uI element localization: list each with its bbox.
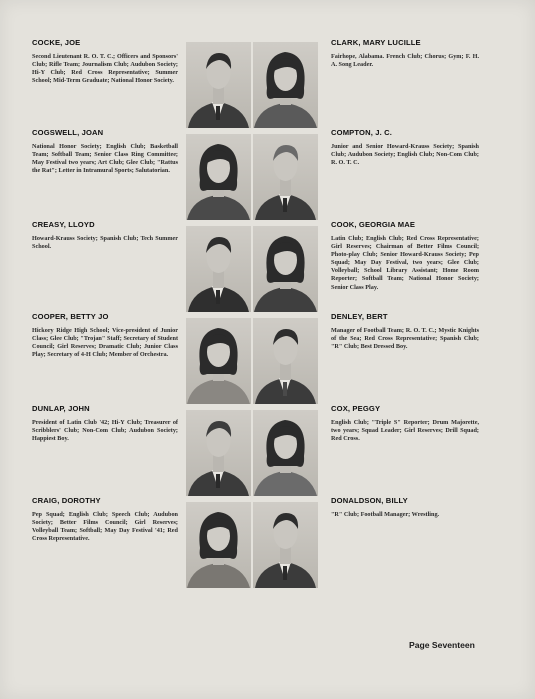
student-name: DENLEY, BERT bbox=[331, 312, 388, 321]
student-name: COX, PEGGY bbox=[331, 404, 381, 413]
student-activities: Latin Club; English Club; Red Cross Representative; Girl Reserves; Chairman of Better Films Council; Photo-play Club; Senior Howard-Krauss Society; Pep Squad; May Day Festival, two years; Glee Club; Volleyball; School Library Assistant; Home Room Reporter; Softball Team; National Honor Society; Senior Class Play. bbox=[331, 235, 479, 291]
student-activities: Manager of Football Team; R. O. T. C.; Mystic Knights of the Sea; Red Cross Representative; Spanish Club; "R" Club; Best Dressed Boy. bbox=[331, 327, 479, 351]
student-name: DONALDSON, BILLY bbox=[331, 496, 408, 505]
portrait-boy-icon bbox=[186, 42, 251, 128]
portrait-boy-icon bbox=[186, 226, 251, 312]
page-number: Page Seventeen bbox=[409, 640, 475, 650]
student-activities: Second Lieutenant R. O. T. C.; Officers and Sponsors' Club; Rifle Team; Journalism Club; Audubon Society; Hi-Y Club; Red Cross Representative; Summer School; Mid-Term Graduate; National Honor Society. bbox=[32, 53, 178, 85]
student-activities: National Honor Society; English Club; Basketball Team; Softball Team; Senior Class Ring Committee; May Festival two years; Art Club; Glee Club; "Rattus the Rat"; Letter in Intramural Sports; Salutatorian. bbox=[32, 143, 178, 175]
student-entry bbox=[331, 312, 479, 351]
student-activities: Hickory Ridge High School; Vice-president of Junior Class; Glee Club; "Trojan" Staff; Secretary of Student Council; Girl Reserves; Dramatic Club; Junior Class Play; Secretary of 4-H Club; Member of Orchestra. bbox=[32, 327, 178, 359]
student-name: COOK, GEORGIA MAE bbox=[331, 220, 416, 229]
student-activities: Junior and Senior Howard-Krauss Society; Spanish Club; Audubon Society; English Club; Non-Com Club; R. O. T. C. bbox=[331, 143, 479, 167]
student-entry bbox=[32, 404, 178, 443]
student-activities: Fairhope, Alabama. French Club; Chorus; Gym; F. H. A. Song Leader. bbox=[331, 53, 479, 69]
student-activities: English Club; "Triple S" Reporter; Drum Majorette, two years; Squad Leader; Girl Reserves; Drill Squad; Red Cross. bbox=[331, 419, 479, 443]
portrait-girl-icon bbox=[186, 502, 251, 588]
student-name: COMPTON, J. C. bbox=[331, 128, 393, 137]
student-name: DUNLAP, JOHN bbox=[32, 404, 90, 413]
student-entry bbox=[32, 38, 178, 85]
student-entry bbox=[331, 496, 479, 519]
portrait-girl-icon bbox=[186, 318, 251, 404]
portrait-boy-icon bbox=[253, 134, 318, 220]
student-name: COGSWELL, JOAN bbox=[32, 128, 104, 137]
student-entry bbox=[331, 128, 479, 167]
portrait-girl-icon bbox=[186, 134, 251, 220]
student-name: COOPER, BETTY JO bbox=[32, 312, 109, 321]
student-entry bbox=[32, 220, 178, 251]
student-name: CRAIG, DOROTHY bbox=[32, 496, 101, 505]
portrait-girl-icon bbox=[253, 226, 318, 312]
student-entry bbox=[331, 220, 479, 292]
student-entry bbox=[32, 496, 178, 543]
student-entry bbox=[331, 404, 479, 443]
student-name: COCKE, JOE bbox=[32, 38, 81, 47]
student-activities: Howard-Krauss Society; Spanish Club; Tech Summer School. bbox=[32, 235, 178, 251]
student-entry bbox=[32, 312, 178, 359]
student-activities: Pep Squad; English Club; Speech Club; Audubon Society; Better Films Council; Girl Reserves; Volleyball Team; Softball; May Day Festival '41; Red Cross Representative. bbox=[32, 511, 178, 543]
student-activities: President of Latin Club '42; Hi-Y Club; Treasurer of Scribblers' Club; Non-Com Club; Audubon Society; Happiest Boy. bbox=[32, 419, 178, 443]
portrait-girl-icon bbox=[253, 42, 318, 128]
student-entry bbox=[32, 128, 178, 175]
portrait-boy-icon bbox=[186, 410, 251, 496]
student-entry bbox=[331, 38, 479, 69]
student-name: CLARK, MARY LUCILLE bbox=[331, 38, 421, 47]
student-name: CREASY, LLOYD bbox=[32, 220, 95, 229]
portrait-boy-icon bbox=[253, 318, 318, 404]
portrait-girl-icon bbox=[253, 410, 318, 496]
portrait-boy-icon bbox=[253, 502, 318, 588]
student-activities: "R" Club; Football Manager; Wrestling. bbox=[331, 511, 440, 518]
